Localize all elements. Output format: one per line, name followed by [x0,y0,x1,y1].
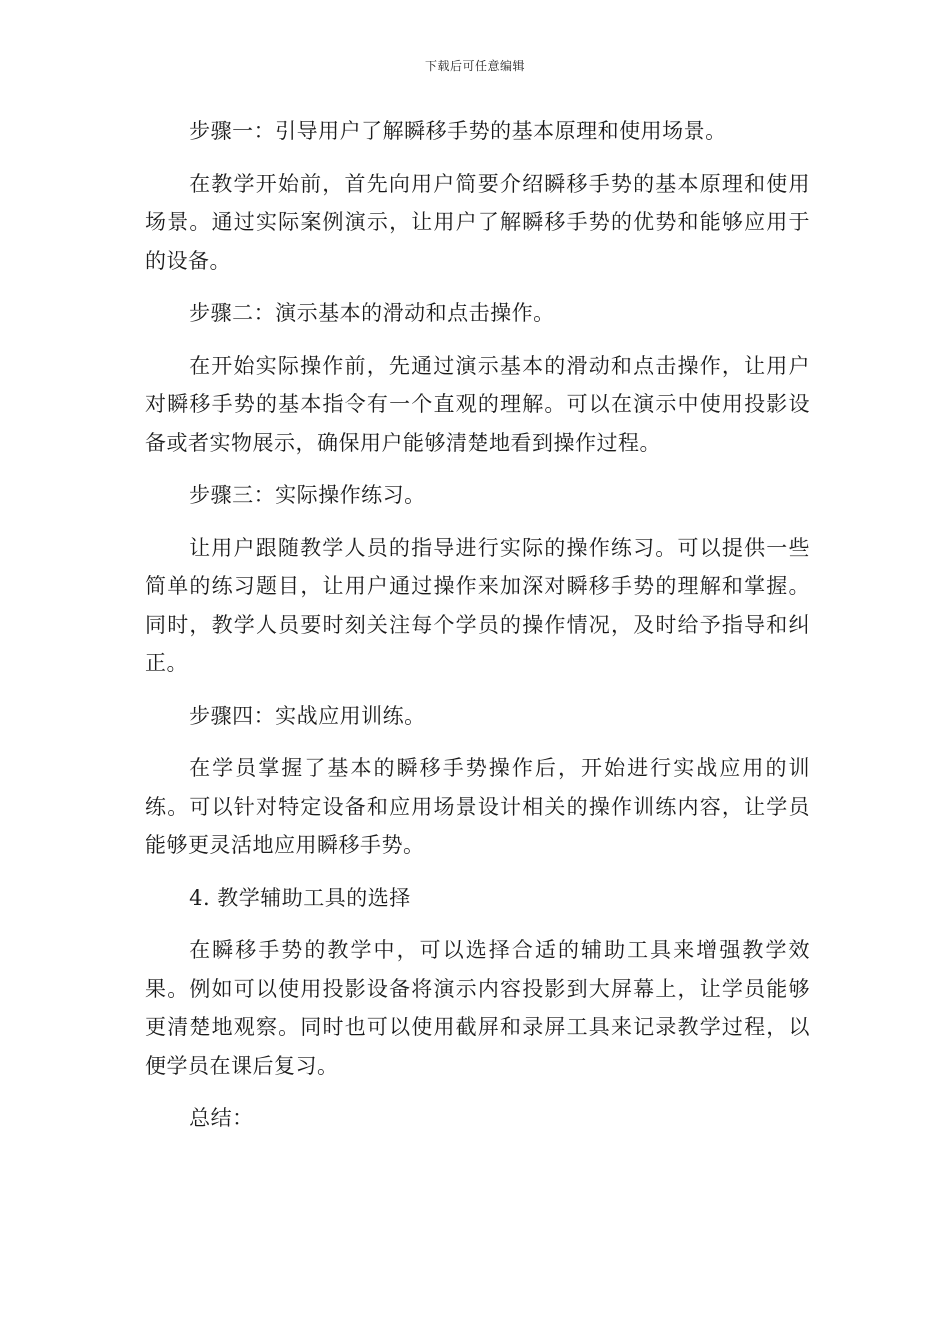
step-two-heading: 步骤二：演示基本的滑动和点击操作。 [189,301,555,325]
step-four-heading: 步骤四：实战应用训练。 [189,703,426,728]
step-three-heading: 步骤三：实际操作练习。 [189,483,426,507]
step-one-heading: 步骤一：引导用户了解瞬移手势的基本原理和使用场景。 [189,119,727,143]
step-two-paragraph: 在开始实际操作前，先通过演示基本的滑动和点击操作，让用户对瞬移手势的基本指令有一个直观的理解。可以在演示中使用投影设备或者实物展示，确保用户能够清楚地看到操作过程。 [145,353,810,455]
step-three-paragraph: 让用户跟随教学人员的指导进行实际的操作练习。可以提供一些简单的练习题目，让用户通过操作来加深对瞬移手势的理解和掌握。同时，教学人员要时刻关注每个学员的操作情况，及时给予指导和纠正。 [145,535,810,675]
step-one-paragraph: 在教学开始前，首先向用户简要介绍瞬移手势的基本原理和使用场景。通过实际案例演示，让用户了解瞬移手势的优势和能够应用于的设备。 [145,171,810,273]
section-four-heading: 4. 教学辅助工具的选择 [189,885,411,910]
document-body [145,112,810,1152]
header-note: 下载后可任意编辑 [424,59,525,73]
section-four-paragraph: 在瞬移手势的教学中，可以选择合适的辅助工具来增强教学效果。例如可以使用投影设备将演示内容投影到大屏幕上，让学员能够更清楚地观察。同时也可以使用截屏和录屏工具来记录教学过程，以便学员在课后复习。 [145,938,810,1078]
summary-heading: 总结： [189,1106,254,1130]
step-four-paragraph: 在学员掌握了基本的瞬移手势操作后，开始进行实战应用的训练。可以针对特定设备和应用场景设计相关的操作训练内容，让学员能够更灵活地应用瞬移手势。 [145,756,810,857]
